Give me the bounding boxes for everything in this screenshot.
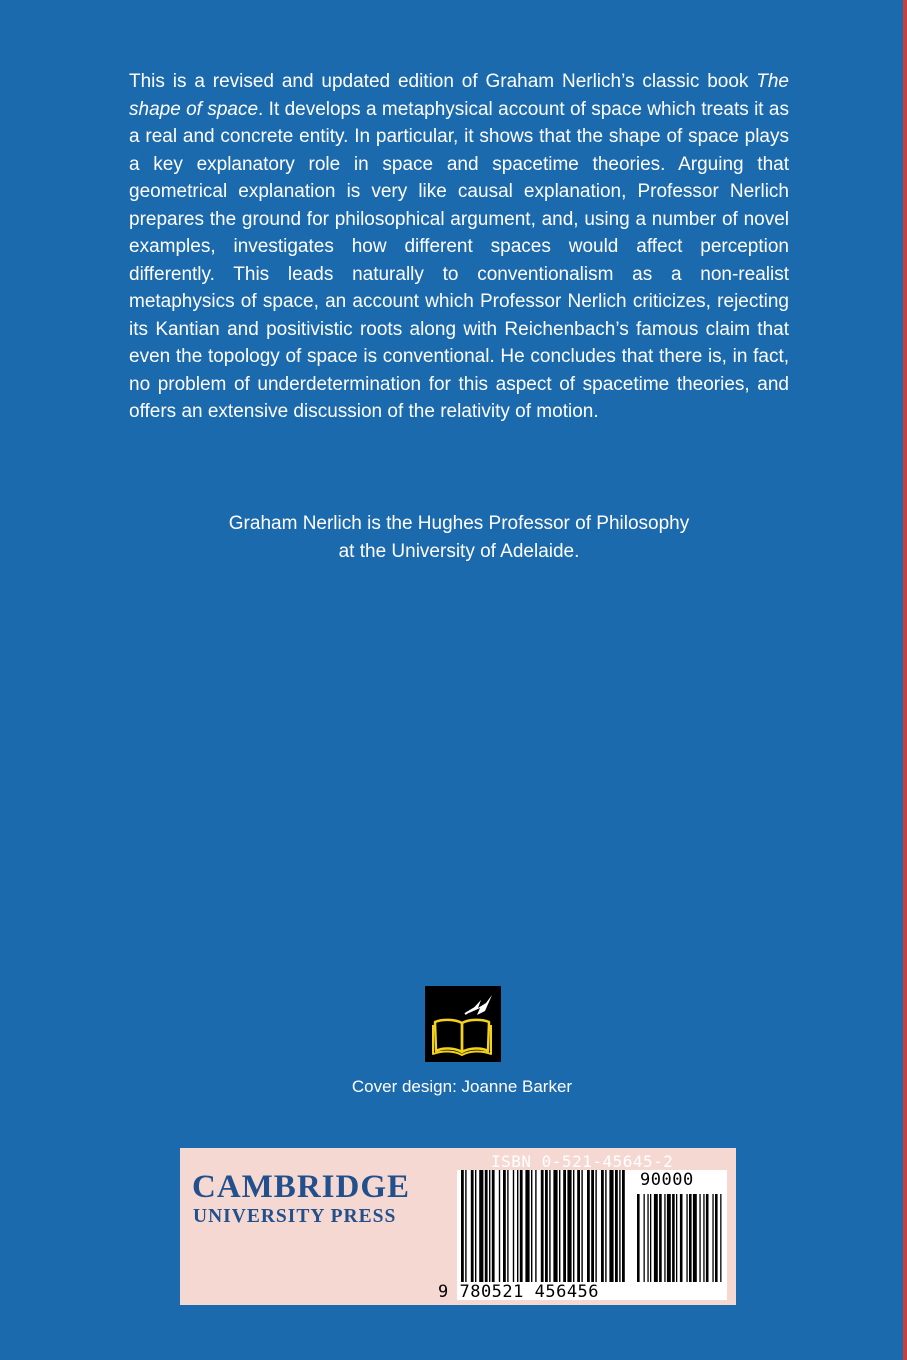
barcode-bar <box>549 1170 550 1300</box>
barcode-bar <box>591 1170 594 1300</box>
barcode-bar <box>615 1170 618 1300</box>
barcode-bar <box>465 1170 466 1300</box>
barcode-bar <box>567 1170 571 1300</box>
barcode-bar <box>622 1170 625 1300</box>
publisher-subtitle: UNIVERSITY PRESS <box>193 1206 397 1227</box>
blurb-text-rest: . It develops a metaphysical account of space which treats it as a real and concrete entity. In particular, it shows that the shape of space plays a key explanatory role in space and spacetime theories. Arguing that geometrical explanation is very like causal explanation, Professor Nerlich prepares the ground for philosophical argument, and, using a number of novel examples, investigates how different spaces would affect perception differently. This leads naturally to conventionalism as a non-realist metaphysics of space, an account which Professor Nerlich criticizes, rejecting its Kantian and positivistic roots along with Reichenbach’s famous claim that even the topology of space is conventional. He concludes that there is, in fact, no problem of underdetermination for this aspect of spacetime theories, and offers an extensive discussion of the relativity of motion. <box>129 98 790 422</box>
publisher-panel <box>180 1148 736 1305</box>
barcode-bar <box>499 1170 500 1300</box>
barcode-bar <box>517 1170 518 1300</box>
barcode-bar <box>525 1170 529 1300</box>
barcode-bar <box>535 1170 536 1300</box>
barcode-bar <box>541 1170 544 1300</box>
cover-design-credit: Cover design: Joanne Barker <box>351 1077 573 1096</box>
barcode-bar <box>573 1170 574 1300</box>
barcode-bar <box>531 1170 532 1300</box>
barcode-bar <box>581 1170 582 1300</box>
isbn-number: ISBN 0-521-45645-2 <box>491 1152 674 1171</box>
ean-number: 9 780521 456456 <box>438 1282 600 1302</box>
barcode-bar <box>507 1170 508 1300</box>
barcode-bar <box>471 1170 474 1300</box>
barcode-bar <box>503 1170 506 1300</box>
barcode-bar <box>601 1170 604 1300</box>
barcode-bar <box>489 1170 490 1300</box>
barcode-bar <box>492 1170 495 1300</box>
barcode-bar <box>461 1170 464 1300</box>
author-bio-line-2: at the University of Adelaide. <box>338 541 580 562</box>
barcode-bar <box>553 1170 557 1300</box>
author-bio-line-1: Graham Nerlich is the Hughes Professor of Philosophy <box>228 513 690 534</box>
barcode-bar <box>485 1170 488 1300</box>
barcode-bar <box>475 1170 476 1300</box>
barcode-bar <box>595 1170 596 1300</box>
barcode-bar <box>619 1170 620 1300</box>
book-title-italic: The shape of space <box>129 71 789 120</box>
author-bio <box>129 510 789 566</box>
publisher-logo <box>425 986 501 1062</box>
publisher-name: CAMBRIDGE <box>192 1169 411 1205</box>
price-code: 90000 <box>640 1170 694 1190</box>
barcode-bar <box>559 1170 560 1300</box>
barcode-bar <box>577 1170 580 1300</box>
open-book-lightning-icon <box>425 986 501 1062</box>
spine-edge <box>903 0 907 1360</box>
barcode-bar <box>605 1170 606 1300</box>
book-description <box>129 68 789 426</box>
barcode-bar <box>479 1170 483 1300</box>
barcode-bar <box>520 1170 523 1300</box>
barcode-bar <box>563 1170 566 1300</box>
blurb-text-start: This is a revised and updated edition of Graham Nerlich’s classic book <box>129 71 757 92</box>
barcode-bar <box>609 1170 613 1300</box>
barcode-bar <box>545 1170 548 1300</box>
barcode-bar <box>513 1170 514 1300</box>
barcode-bar <box>587 1170 590 1300</box>
